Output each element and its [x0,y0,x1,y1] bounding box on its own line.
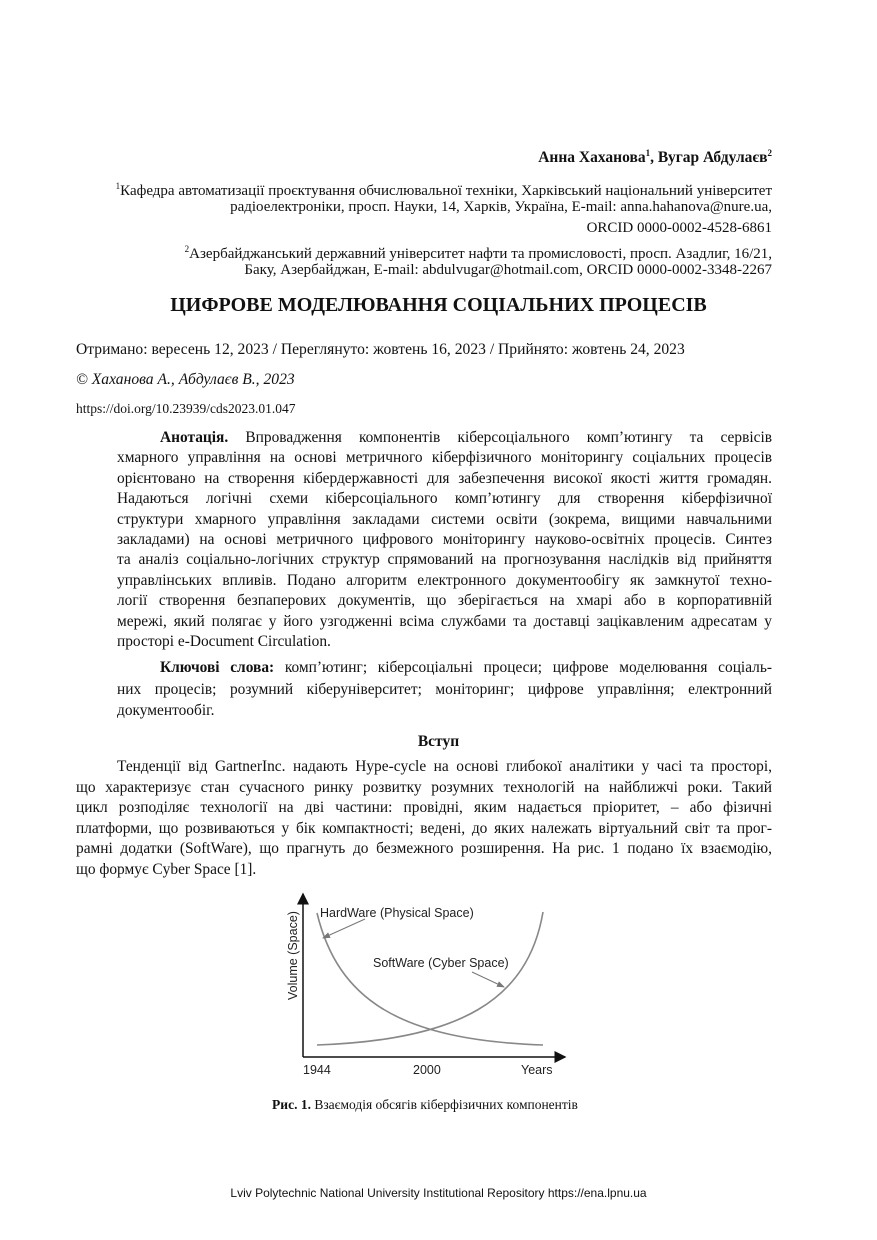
affiliation-line: $^2$Азербайджанський державний університет нафти та промисловості, просп. Азадлиг, 16/21, [184,244,772,262]
x-tick-2000: 2000 [413,1063,441,1077]
paper-title: ЦИФРОВЕ МОДЕЛЮВАННЯ СОЦІАЛЬНИХ ПРОЦЕСІВ [170,294,707,316]
x-axis-label: Years [521,1063,553,1077]
hardware-label: HardWare (Physical Space) [320,906,474,920]
authors: Анна Хаханова$^1$, Вугар Абдулаєв$^2$ [538,148,772,167]
affiliation-line: $^1$Кафедра автоматизації проєктування обчислювальної техніки, Харківський національний університет [115,181,772,199]
keywords-line: документообіг. [117,702,215,719]
doi-link[interactable]: https://doi.org/10.23939/cds2023.01.047 [76,401,296,416]
abstract-line: хмарного управління на основі метричного кіберфізичного моніторингу соціальних процесів [117,449,772,467]
abstract-line: закладами) на основі метричного цифрового моніторингу науково-освітніх процесів. Синтез [117,531,772,548]
abstract-line: Надаються логічні схеми кіберсоціального комп’ютингу для створення кіберфізичної [117,490,772,508]
keywords-line: них процесів; розумний кіберуніверситет; моніторинг; цифрове управління; електронний [117,680,772,698]
author-2: Вугар Абдулаєв [657,149,768,167]
hardware-curve [317,913,543,1045]
figure-1-diagram [260,890,580,1090]
intro-line: Тенденції від GartnerInc. надають Hype-cycle на основі глибокої аналітики у часі та просторі, [117,758,772,775]
intro-line: рамні додатки (SoftWare), що прагнуть до безмежного розширення. На рис. 1 подано їх взаємодію, [76,840,772,858]
affiliation-line: радіоелектроніки, просп. Науки, 14, Харків, Україна, E-mail: anna.hahanova@nure.ua, [230,199,772,215]
hardware-pointer [323,919,365,938]
y-axis-label: Volume (Space) [286,911,300,1000]
abstract-line: управлінських впливів. Подано алгоритм електронного документообігу як замкнутої техно- [117,571,772,589]
section-heading-intro: Вступ [417,733,460,750]
software-pointer [472,972,504,987]
abstract-line: мережі, який полягає у його узгодженні всіма службами та доставці зацікавленим адресатам у [117,612,772,630]
abstract-line: орієнтовано на створення кібердержавності для забезпечення високої якості життя громадян. [117,469,772,487]
abstract-line: та аналіз соціально-логічних структур спрямований на прогнозування наслідків від прийняття [117,551,772,569]
author-1: Анна Хаханова [538,149,646,167]
footer-repository: Lviv Polytechnic National University Institutional Repository https://ena.lpnu.ua [230,1186,647,1200]
abstract-line: логії створення безпаперових документів, що зберігається на хмарі або в корпоративній [117,592,772,610]
x-tick-1944: 1944 [303,1063,331,1077]
abstract-line: просторі e-Document Circulation. [117,633,331,650]
intro-line: цикл розподіляє технології на дві частини: провідні, яким надається пріоритет, – або фізичні [76,799,772,817]
intro-line: що формує Cyber Space [1]. [76,861,257,878]
intro-line: що характеризує стан сучасного ринку розвитку розумних технологій на найближчі роки. Такий [76,778,772,796]
intro-line: платформи, що розвиваються у бік компактності; ведені, до яких належать віртуальний світ та прог- [76,819,772,837]
keywords-line: Ключові слова: комп’ютинг; кіберсоціальні процеси; цифрове моделювання соціаль- [160,659,772,676]
abstract-line: структури хмарного управління закладами системи освіти (зокрема, вищими навчальними [117,510,772,528]
figure-caption: Рис. 1. Взаємодія обсягів кіберфізичних компонентів [272,1097,578,1112]
software-label: SoftWare (Cyber Space) [373,956,509,970]
affiliation-line: Баку, Азербайджан, E-mail: abdulvugar@hotmail.com, ORCID 0000-0002-3348-2267 [244,262,772,278]
copyright-line: © Хаханова А., Абдулаєв В., 2023 [76,371,295,388]
software-curve [317,912,543,1045]
abstract-line: Анотація. Впровадження компонентів кіберсоціального комп’ютингу та сервісів [160,429,772,446]
affiliation-line: ORCID 0000-0002-4528-6861 [586,220,772,236]
dates-line: Отримано: вересень 12, 2023 / Переглянуто: жовтень 16, 2023 / Прийнято: жовтень 24, 2023 [76,341,685,358]
